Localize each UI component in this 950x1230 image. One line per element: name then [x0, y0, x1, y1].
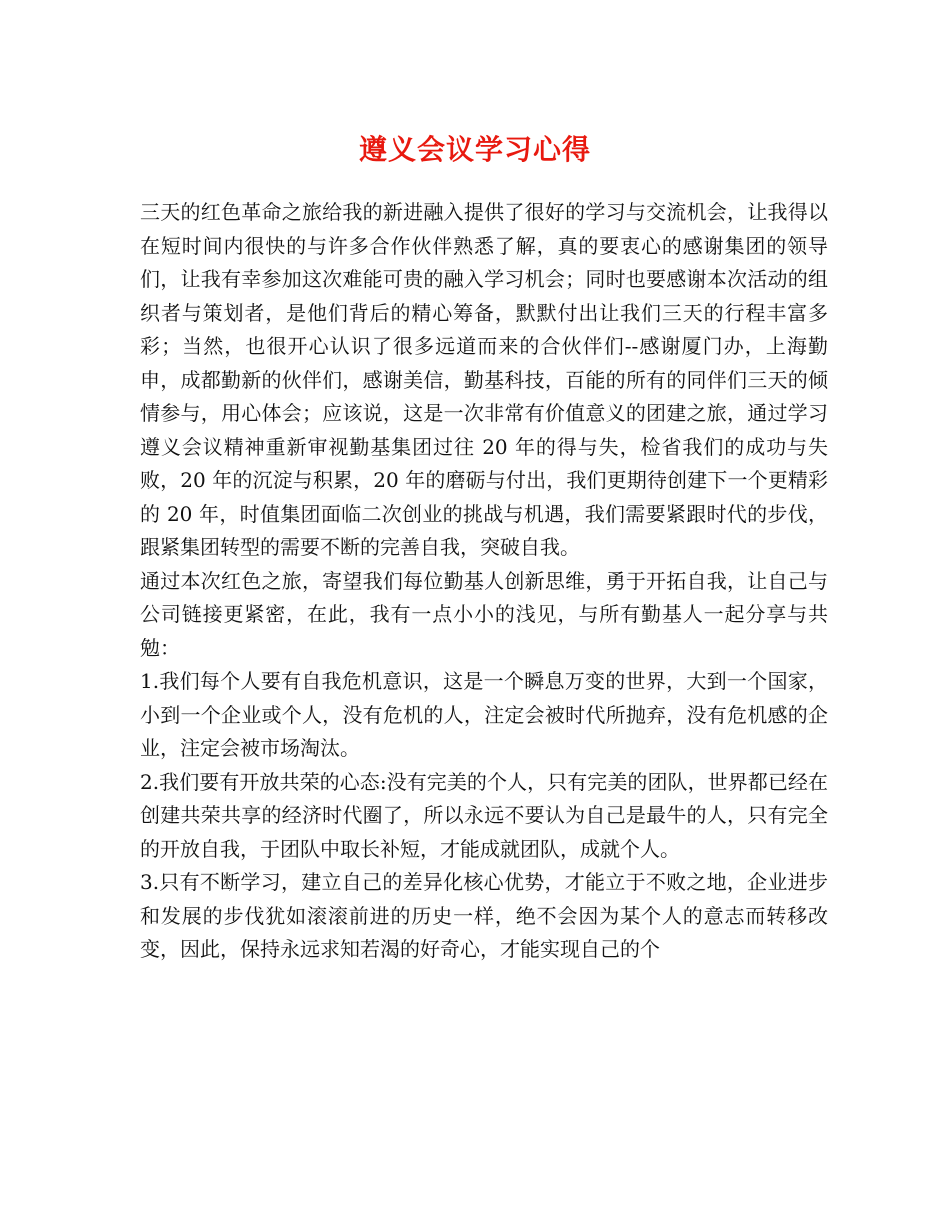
- document-body: [140, 196, 828, 967]
- page-title: 遵义会议学习心得: [358, 133, 591, 166]
- paragraph-intro: 三天的红色革命之旅给我的新进融入提供了很好的学习与交流机会，让我得以在短时间内很快的与许多合作伙伴熟悉了解，真的要衷心的感谢集团的领导们，让我有幸参加这次难能可贵的融入学习机会；同时也要感谢本次活动的组织者与策划者，是他们背后的精心筹备，默默付出让我们三天的行程丰富多彩；当然，也很开心认识了很多远道而来的合伙伴们--感谢厦门办，上海勤申，成都勤新的伙伴们，感谢美信，勤基科技，百能的所有的同伴们三天的倾情参与，用心体会；应该说，这是一次非常有价值意义的团建之旅，通过学习遵义会议精神重新审视勤基集团过往 20 年的得与失，检省我们的成功与失败，20 年的沉淀与积累，20 年的磨砺与付出，我们更期待创建下一个更精彩的 20 年，时值集团面临二次创业的挑战与机遇，我们需要紧跟时代的步伐，跟紧集团转型的需要不断的完善自我，突破自我。: [140, 200, 828, 559]
- paragraph-point-1: 1.我们每个人要有自我危机意识，这是一个瞬息万变的世界，大到一个国家，小到一个企业或个人，没有危机的人，注定会被时代所抛弃，没有危机感的企业，注定会被市场淘汰。: [140, 669, 828, 760]
- paragraph-point-2: 2.我们要有开放共荣的心态:没有完美的个人，只有完美的团队，世界都已经在创建共荣共享的经济时代圈了，所以永远不要认为自己是最牛的人，只有完全的开放自我，于团队中取长补短，才能成就团队，成就个人。: [140, 769, 828, 861]
- paragraph-point-3: 3.只有不断学习，建立自己的差异化核心优势，才能立于不败之地，企业进步和发展的步伐犹如滚滚前进的历史一样，绝不会因为某个人的意志而转移改变，因此，保持永远求知若渴的好奇心，才能实现自己的个: [140, 870, 828, 961]
- paragraph-hope: 通过本次红色之旅，寄望我们每位勤基人创新思维，勇于开拓自我，让自己与公司链接更紧密，在此，我有一点小小的浅见，与所有勤基人一起分享与共勉：: [140, 568, 828, 660]
